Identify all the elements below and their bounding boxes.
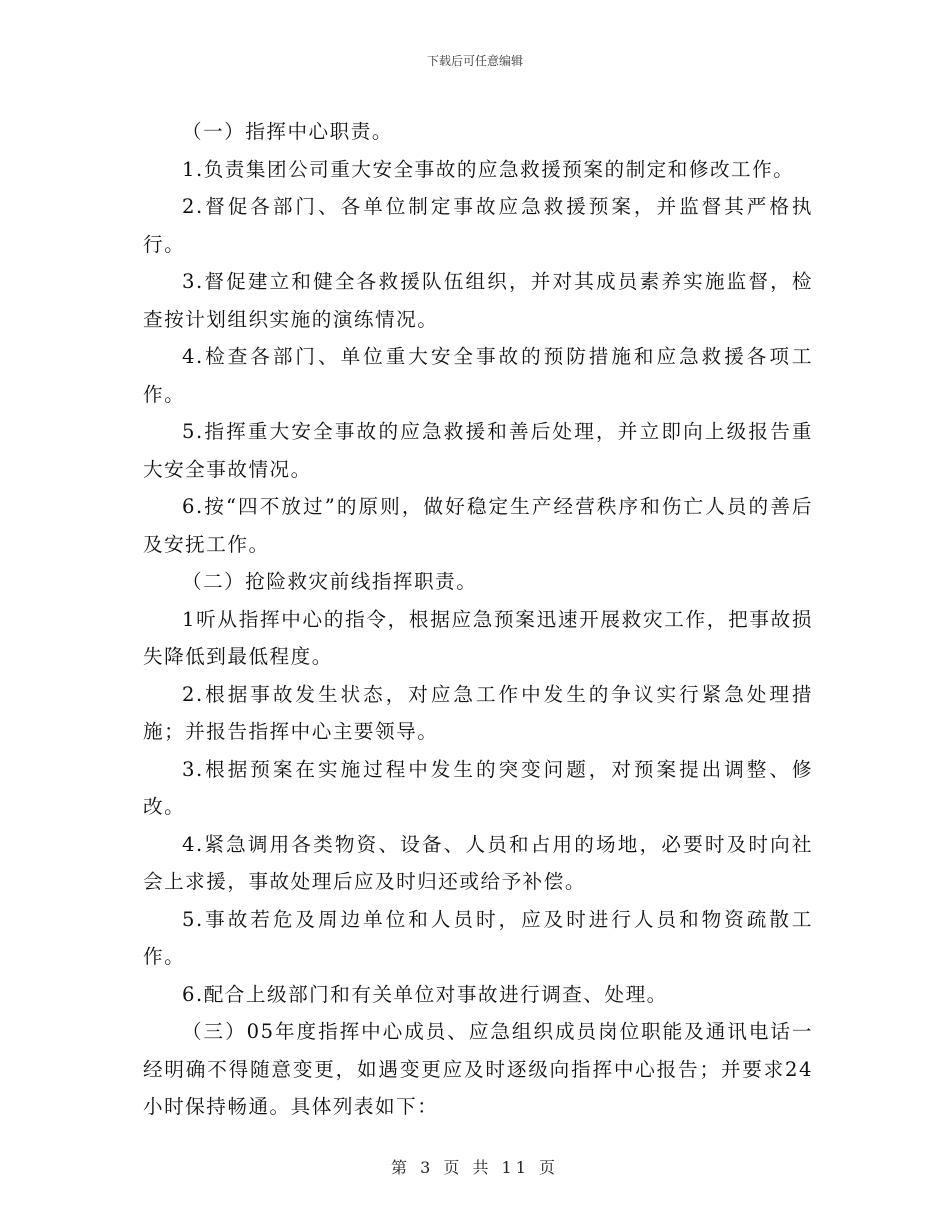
paragraph: 2.督促各部门、各单位制定事故应急救援预案，并监督其严格执行。	[143, 195, 813, 256]
paragraph: 5.指挥重大安全事故的应急救援和善后处理，并立即向上级报告重大安全事故情况。	[143, 420, 813, 481]
paragraph: 5.事故若危及周边单位和人员时，应及时进行人员和物资疏散工作。	[143, 907, 813, 968]
paragraph: 2.根据事故发生状态，对应急工作中发生的争议实行紧急处理措施；并报告指挥中心主要领导。	[143, 682, 813, 743]
document-body	[143, 113, 813, 1126]
paragraph: 1听从指挥中心的指令，根据应急预案迅速开展救灾工作，把事故损失降低到最低程度。	[143, 607, 813, 668]
paragraph: 6.配合上级部门和有关单位对事故进行调查、处理。	[182, 982, 668, 1006]
page-header: 下载后可任意编辑	[426, 54, 523, 68]
section-heading-3: （三）05年度指挥中心成员、应急组织成员岗位职能及通讯电话一经明确不得随意变更，如遇变更应及时逐级向指挥中心报告；并要求24小时保持畅通。具体列表如下：	[143, 1020, 813, 1118]
paragraph: 3.督促建立和健全各救援队伍组织，并对其成员素养实施监督，检查按计划组织实施的演练情况。	[143, 270, 813, 331]
section-heading-1: （一）指挥中心职责。	[182, 120, 393, 143]
paragraph: 3.根据预案在实施过程中发生的突变问题，对预案提出调整、修改。	[143, 757, 813, 818]
paragraph: 1.负责集团公司重大安全事故的应急救援预案的制定和修改工作。	[182, 157, 795, 181]
section-heading-2: （二）抢险救灾前线指挥职责。	[182, 570, 478, 593]
page-number: 第 3 页 共 11 页	[391, 1158, 559, 1177]
paragraph: 4.检查各部门、单位重大安全事故的预防措施和应急救援各项工作。	[143, 345, 813, 406]
paragraph: 4.紧急调用各类物资、设备、人员和占用的场地，必要时及时向社会上求援，事故处理后应及时归还或给予补偿。	[143, 832, 813, 893]
paragraph: 6.按“四不放过”的原则，做好稳定生产经营秩序和伤亡人员的善后及安抚工作。	[143, 495, 813, 556]
